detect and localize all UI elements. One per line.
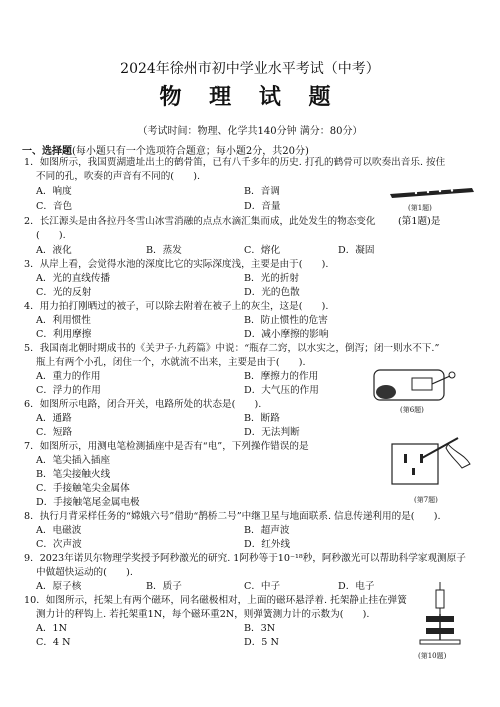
q2-stem-ref: (第1题)是 [398, 216, 441, 227]
q7-stem-1: 7．如图所示，用测电笔检测插座中是否有“电”，下列操作错误的是 [24, 441, 309, 452]
q2-option-a: A．液化 [36, 245, 72, 256]
q1-option-a: A．响度 [36, 186, 72, 197]
q9-option-d: D．电子 [338, 581, 375, 592]
q4-option-c: C．利用摩擦 [36, 329, 92, 340]
q5-option-a: A．重力的作用 [36, 371, 101, 382]
q5-stem-1: 5．我国南北朝时期成书的《关尹子·九药篇》中说：“瓶存二窍，以水实之，倒泻；闭一则水不下.” [24, 343, 440, 354]
q10-option-d: D．5 N [244, 637, 279, 648]
q3-option-c: C．光的反射 [36, 287, 92, 298]
q6-option-c: C．短路 [36, 427, 73, 438]
q9-option-c: C．中子 [244, 581, 281, 592]
q9-stem-2: 中做超快运动的( ). [36, 567, 133, 578]
q1-option-d: D．音量 [244, 201, 281, 212]
q7-option-d: D．手接触笔尾金属电极 [36, 497, 140, 508]
q2-option-c: C．熔化 [244, 245, 281, 256]
q4-option-a: A．利用惯性 [36, 315, 91, 326]
q5-option-b: B．摩擦力的作用 [244, 371, 319, 382]
q10-option-c: C．4 N [36, 637, 71, 648]
q2-option-b: B．蒸发 [146, 245, 182, 256]
q1-stem-1: 1．如图所示，我国贾湖遗址出土的鹤骨笛，已有八千多年的历史. 打孔的鹤骨可以吹奏出音乐. 按住 [24, 157, 446, 168]
q9-option-a: A．原子核 [36, 581, 82, 592]
q10-stem-2: 测力计的秤钩上. 若托架重1N，每个磁环重2N，则弹簧测力计的示数为( ). [36, 609, 370, 620]
q1-stem-2: 不同的孔，吹奏的声音有不同的( ). [36, 171, 201, 182]
q10-option-a: A．1N [36, 623, 68, 634]
exam-info: （考试时间：物理、化学共140分钟 满分：80分） [137, 126, 363, 137]
q6-option-d: D．无法判断 [244, 427, 300, 438]
q1-option-b: B．音调 [244, 186, 280, 197]
q5-option-d: D．大气压的作用 [244, 385, 319, 396]
q1-option-c: C．音色 [36, 201, 73, 212]
q5-option-c: C．浮力的作用 [36, 385, 101, 396]
q2-option-d: D．凝固 [338, 245, 375, 256]
q4-stem-1: 4．用力拍打刚晒过的被子，可以除去附着在被子上的灰尘，这是( ). [24, 301, 329, 312]
q10-option-b: B．3N [244, 623, 276, 634]
section-title: 一、选择题 [22, 146, 72, 157]
q4-option-d: D．减小摩擦的影响 [244, 329, 329, 340]
test-pen-socket-figure [388, 434, 474, 494]
exam-title: 2024年徐州市初中学业水平考试（中考） [120, 61, 380, 77]
q7-option-b: B．笔尖接触火线 [36, 469, 111, 480]
q10-stem-1: 10．如图所示，托架上有两个磁环，同名磁极相对，上面的磁环悬浮着. 托架静止挂在弹簧 [24, 595, 407, 606]
q7-option-a: A．笔尖插入插座 [36, 455, 111, 466]
section-heading [22, 142, 309, 157]
q9-option-b: B．质子 [146, 581, 182, 592]
exam-subtitle: 物 理 试 题 [159, 84, 341, 110]
q1-figure-caption: (第1题) [408, 204, 432, 212]
q8-option-c: C．次声波 [36, 539, 82, 550]
circuit-figure [368, 362, 460, 408]
q5-figure-caption: (第6题) [400, 406, 424, 414]
q3-option-d: D．光的色散 [244, 287, 300, 298]
q8-option-a: A．电磁波 [36, 525, 82, 536]
magnet-ring-figure [412, 582, 468, 648]
q4-option-b: B．防止惯性的危害 [244, 315, 328, 326]
q3-stem-1: 3．从岸上看，会觉得水池的深度比它的实际深度浅，主要是由于( ). [24, 259, 329, 270]
section-note: (每小题只有一个选项符合题意；每小题2分，共20分) [72, 146, 309, 157]
q6-stem-1: 6．如图所示电路，闭合开关，电路所处的状态是( ). [24, 399, 262, 410]
q6-option-b: B．断路 [244, 413, 280, 424]
q9-stem-1: 9．2023年诺贝尔物理学奖授予阿秒激光的研究. 1阿秒等于10⁻¹⁸秒，阿秒激光可以帮助科学家观测原子 [24, 553, 466, 564]
q8-option-d: D．红外线 [244, 539, 291, 550]
q2-stem-1: 2．长江源头是由各拉丹冬雪山冰雪消融的点点水滴汇集而成，此处发生的物态变化 [24, 216, 376, 227]
q5-stem-2: 瓶上有两个小孔，闭住一个，水就流不出来，主要是由于( ). [36, 357, 306, 368]
q3-option-b: B．光的折射 [244, 273, 300, 284]
q8-stem-1: 8．执行月背采样任务的“嫦娥六号”借助“鹊桥二号”中继卫星与地面联系. 信息传递利用的是( ). [24, 511, 441, 522]
q8-option-b: B．超声波 [244, 525, 290, 536]
q3-option-a: A．光的直线传播 [36, 273, 111, 284]
q6-option-a: A．通路 [36, 413, 72, 424]
bone-flute-figure [386, 182, 478, 204]
q2-stem-2: ( ). [36, 230, 66, 241]
q10-figure-caption: (第10题) [418, 652, 447, 660]
q7-figure-caption: (第7题) [414, 496, 438, 504]
q7-option-c: C．手接触笔尖金属体 [36, 483, 130, 494]
